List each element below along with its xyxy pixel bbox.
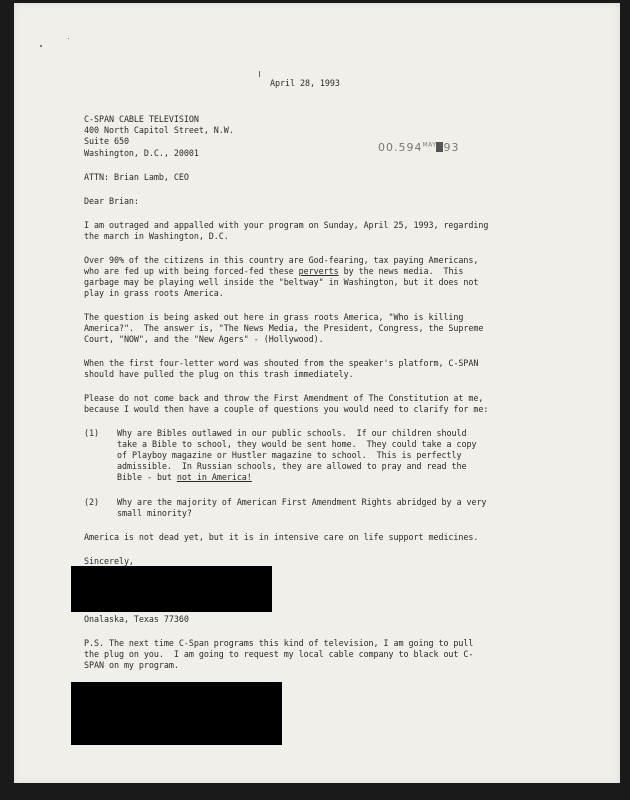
speck: [40, 45, 42, 47]
paragraph-2-line: play in grass roots America.: [84, 288, 224, 298]
paragraph-3-line: Court, "NOW", and the "New Agers" - (Hollywood).: [84, 334, 324, 344]
paragraph-4-line: When the first four-letter word was shouted from the speaker's platform, C-SPAN: [84, 358, 479, 368]
speck: [68, 38, 69, 39]
paragraph-2-line: garbage may be playing well inside the "beltway" in Washington, but it does not: [84, 277, 479, 287]
list-item-1-line: [117, 472, 252, 483]
postscript-line: the plug on you. I am going to request my local cable company to black out C-: [84, 649, 474, 659]
sender-city: Onalaska, Texas 77360: [84, 614, 189, 624]
closing: Sincerely,: [84, 556, 134, 566]
paragraph-3-line: America?". The answer is, "The News Media, the President, Congress, the Supreme: [84, 323, 484, 333]
received-stamp: [378, 141, 459, 154]
underlined-text: perverts: [298, 266, 339, 276]
attention-line: ATTN: Brian Lamb, CEO: [84, 172, 189, 182]
paragraph-2-line: Over 90% of the citizens in this country are God-fearing, tax paying Americans,: [84, 255, 479, 265]
list-item-2-line: Why are the majority of American First Amendment Rights abridged by a very: [117, 497, 487, 507]
postscript-line: P.S. The next time C-Span programs this kind of television, I am going to pull: [84, 638, 474, 648]
redaction-block-signature: [71, 566, 272, 612]
paragraph-1-line: the march in Washington, D.C.: [84, 231, 229, 241]
text-run: who are fed up with being forced-fed these: [84, 266, 299, 276]
paragraph-5-line: Please do not come back and throw the First Amendment of The Constitution at me,: [84, 393, 484, 403]
list-item-2-number: (2): [84, 497, 99, 507]
paragraph-3-line: The question is being asked out here in grass roots America, "Who is killing: [84, 312, 464, 322]
stamp-month: MAY: [422, 141, 437, 149]
list-item-1-line: Why are Bibles outlawed in our public schools. If our children should: [117, 428, 467, 438]
paragraph-1-line: I am outraged and appalled with your program on Sunday, April 25, 1993, regarding: [84, 220, 489, 230]
recipient-street: 400 North Capitol Street, N.W.: [84, 125, 234, 135]
underlined-text: not in America!: [176, 472, 252, 482]
list-item-1-line: admissible. In Russian schools, they are allowed to pray and read the: [117, 461, 467, 471]
recipient-city: Washington, D.C., 20001: [84, 148, 199, 158]
redaction-block-bottom: [71, 682, 282, 745]
paragraph-5-line: because I would then have a couple of questions you would need to clarify for me:: [84, 404, 489, 414]
stamp-number: 00.594: [378, 141, 423, 154]
recipient-suite: Suite 650: [84, 136, 129, 146]
salutation: Dear Brian:: [84, 196, 139, 206]
list-item-1-line: take a Bible to school, they would be sent home. They could take a copy: [117, 439, 477, 449]
text-run: Bible - but: [117, 472, 177, 482]
paragraph-2-line: [84, 266, 463, 277]
recipient-name: C-SPAN CABLE TELEVISION: [84, 114, 199, 124]
postscript-line: SPAN on my program.: [84, 660, 179, 670]
list-item-1-line: of Playboy magazine or Hustler magazine to school. This is perfectly: [117, 450, 462, 460]
stamp-year: 93: [443, 141, 460, 154]
paper-mark: [259, 71, 260, 77]
letter-date: April 28, 1993: [270, 78, 340, 88]
text-run: by the news media. This: [338, 266, 464, 276]
paragraph-4-line: should have pulled the plug on this trash immediately.: [84, 369, 354, 379]
list-item-1-number: (1): [84, 428, 99, 438]
list-item-2-line: small minority?: [117, 508, 192, 518]
paragraph-6: America is not dead yet, but it is in intensive care on life support medicines.: [84, 532, 479, 542]
